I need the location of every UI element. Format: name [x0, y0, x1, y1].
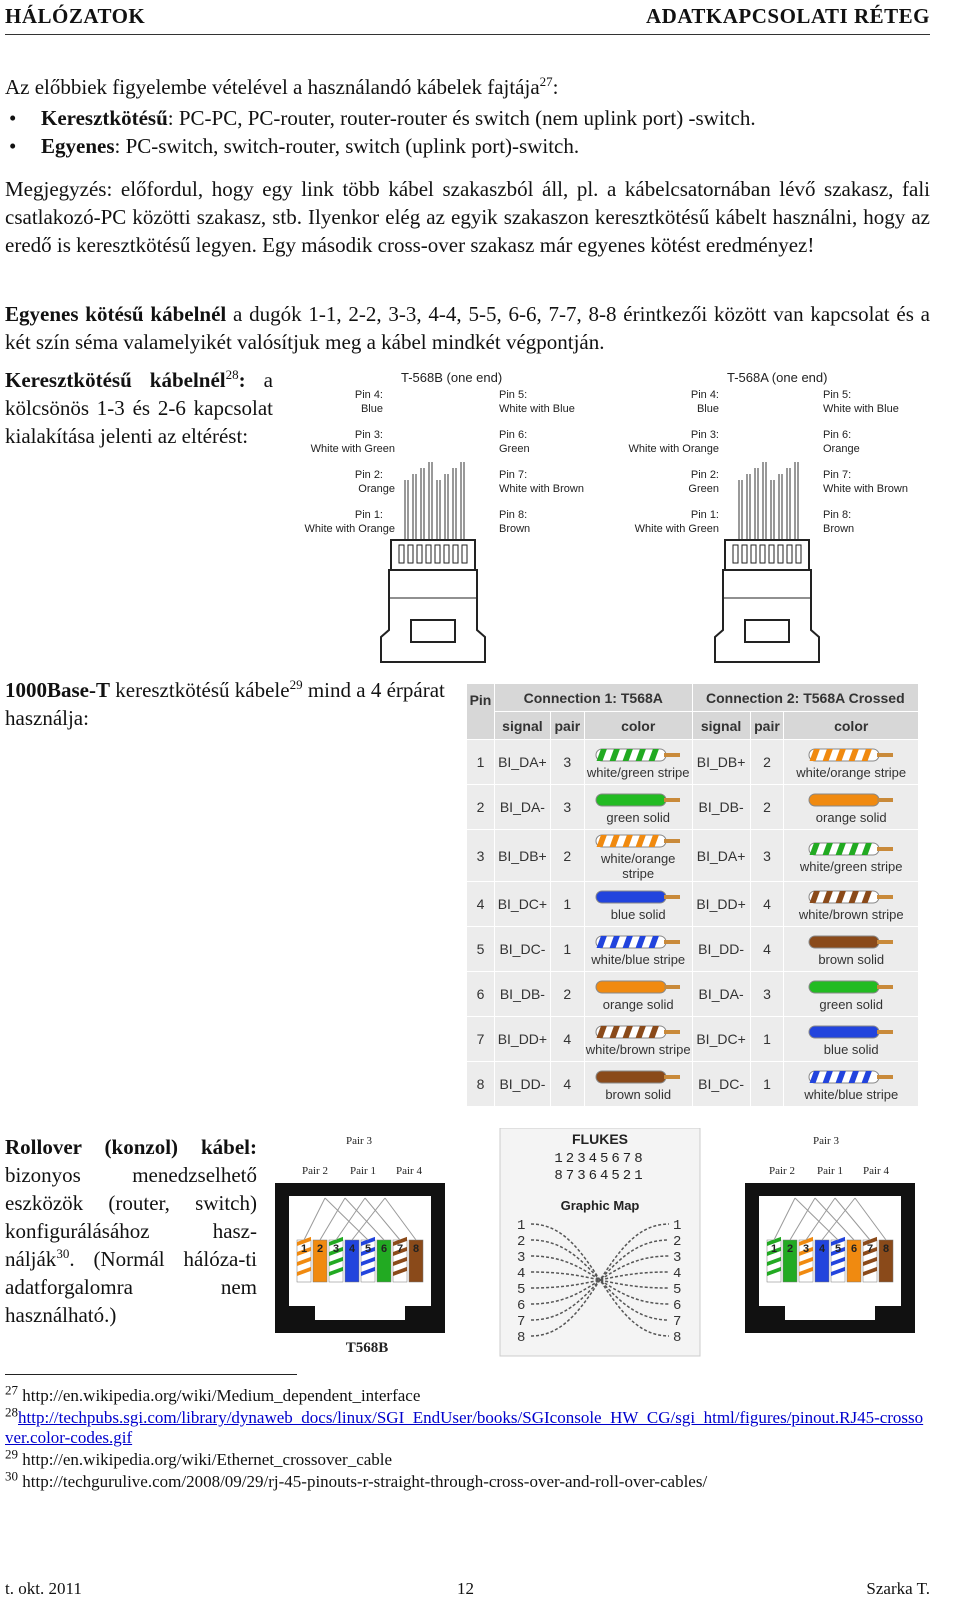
jack-pin-number: 3: [332, 1243, 340, 1255]
col-color: color: [584, 712, 692, 740]
wire-swatch: [805, 1068, 897, 1086]
footnote-ref-28: 28: [225, 367, 239, 382]
t568a-title: T-568A (one end): [727, 370, 828, 385]
header-right: ADATKAPCSOLATI RÉTEG: [645, 4, 930, 28]
jack-pin-number: 4: [818, 1243, 826, 1255]
gigabit-crossover-table: [466, 683, 919, 1107]
rj45-pinout-figure: [293, 362, 917, 670]
pin-cell: 2: [467, 785, 495, 830]
pair-cell: 1: [550, 927, 584, 972]
pair-label: Pair 3: [346, 1135, 372, 1147]
table-row: [467, 1017, 919, 1062]
pin-color: White with Orange: [628, 443, 719, 455]
wire-swatch: [592, 1068, 684, 1086]
crossover-paragraph: [5, 366, 273, 450]
pin-color: Brown: [499, 523, 531, 535]
footer-author: Szarka T.: [866, 1579, 930, 1598]
pin-color: Blue: [696, 403, 719, 415]
footnote: [5, 1382, 925, 1406]
color-cell: [784, 740, 919, 785]
table-row: [467, 785, 919, 830]
footnote-number: 28: [5, 1404, 18, 1420]
pair-label: Pair 1: [350, 1165, 376, 1177]
wire-swatch: [805, 978, 897, 996]
pin-label: Pin 2:: [690, 469, 719, 481]
map-pin-left: 2: [517, 1234, 526, 1250]
jack-pin-number: 1: [300, 1243, 308, 1255]
footnote-number: 29: [5, 1446, 18, 1462]
jack-pin-number: 8: [412, 1243, 420, 1255]
pair-cell: 2: [750, 740, 784, 785]
gigabit-term: 1000Base-T: [5, 678, 110, 702]
pin-label: Pin 2:: [354, 469, 383, 481]
pin-label: Pin 3:: [690, 429, 719, 441]
fluke-brand: FLUKES: [572, 1131, 628, 1147]
intro-text: Az előbbiek figyelembe vételével a használandó kábelek fajtája: [5, 75, 540, 99]
jack-pin-number: 2: [786, 1243, 794, 1255]
color-label: brown solid: [605, 1087, 672, 1102]
map-pin-right: 1: [673, 1218, 682, 1234]
color-label: blue solid: [823, 1042, 879, 1057]
map-pin-left: 5: [517, 1282, 526, 1298]
table-row: [467, 972, 919, 1017]
pair-label: Pair 3: [813, 1135, 839, 1147]
pair-cell: 1: [750, 1017, 784, 1062]
map-pin-right: 8: [673, 1330, 682, 1346]
map-pin-right: 2: [673, 1234, 682, 1250]
footnote-ref-30: 30: [56, 1246, 70, 1261]
wire-swatch: [805, 1023, 897, 1041]
map-pin-left: 3: [517, 1250, 526, 1266]
straight-term: Egyenes kötésű kábelnél: [5, 302, 227, 326]
pin-label: Pin 5:: [823, 389, 852, 401]
signal-cell: BI_DA+: [494, 740, 550, 785]
color-cell: [584, 830, 692, 882]
color-cell: [584, 785, 692, 830]
crossover-term: Keresztkötésű kábelnél: [5, 368, 226, 392]
map-pin-right: 5: [673, 1282, 682, 1298]
map-pin-left: 4: [517, 1266, 526, 1282]
color-cell: [584, 1017, 692, 1062]
intro-colon: :: [552, 75, 559, 99]
pin-cell: 5: [467, 927, 495, 972]
gigabit-text-1: keresztkötésű kábele: [110, 678, 290, 702]
signal-cell: BI_DB-: [494, 972, 550, 1017]
rollover-text-2: . (Normál hálóza-ti adatforgalomra nem használható.): [5, 1247, 257, 1327]
pair-cell: 2: [750, 785, 784, 830]
pin-label: Pin 4:: [354, 389, 383, 401]
pin-cell: 4: [467, 882, 495, 927]
map-pin-right: 3: [673, 1250, 682, 1266]
jack-pin-number: 6: [850, 1243, 858, 1255]
header-left: HÁLÓZATOK: [5, 4, 146, 28]
color-cell: [784, 1062, 919, 1107]
signal-cell: BI_DC+: [494, 882, 550, 927]
signal-cell: BI_DB+: [692, 740, 750, 785]
wire-swatch: [805, 888, 897, 906]
table-row: [467, 882, 919, 927]
color-label: orange solid: [815, 810, 887, 825]
wire-swatch: [805, 791, 897, 809]
wire-swatch: [805, 933, 897, 951]
footer-page-number: 12: [457, 1579, 474, 1598]
col-pair: pair: [750, 712, 784, 740]
fluke-graphic-map: [500, 1128, 700, 1356]
color-label: blue solid: [610, 907, 666, 922]
color-label: white/brown stripe: [585, 1042, 691, 1057]
list-item-text: : PC-switch, switch-router, switch (uplink port)-switch.: [114, 134, 580, 158]
signal-cell: BI_DC-: [692, 1062, 750, 1107]
table-row: [467, 1062, 919, 1107]
signal-cell: BI_DD+: [494, 1017, 550, 1062]
pin-label: Pin 6:: [499, 429, 528, 441]
signal-cell: BI_DB+: [494, 830, 550, 882]
signal-cell: BI_DA+: [692, 830, 750, 882]
pair-label: Pair 4: [396, 1165, 422, 1177]
pair-cell: 2: [550, 830, 584, 882]
col-signal: signal: [494, 712, 550, 740]
jack-pin-number: 7: [396, 1243, 404, 1255]
color-cell: [784, 927, 919, 972]
pin-label: Pin 4:: [690, 389, 719, 401]
pair-label: Pair 2: [302, 1165, 328, 1177]
pair-cell: 3: [550, 785, 584, 830]
color-label: green solid: [819, 997, 884, 1012]
pin-color: Blue: [360, 403, 383, 415]
color-label: white/brown stripe: [798, 907, 904, 922]
table-row: [467, 740, 919, 785]
signal-cell: BI_DC-: [494, 927, 550, 972]
crossover-colon: :: [238, 368, 246, 392]
signal-cell: BI_DB-: [692, 785, 750, 830]
rollover-jack-right: [745, 1183, 915, 1333]
col-pin: Pin: [467, 684, 495, 740]
pin-color: Green: [688, 483, 719, 495]
header-rule: [5, 34, 930, 35]
color-cell: [584, 882, 692, 927]
t568b-title: T-568B (one end): [401, 370, 503, 385]
footnote-text: http://en.wikipedia.org/wiki/Medium_dependent_interface: [22, 1386, 421, 1405]
jack-pin-number: 5: [364, 1243, 372, 1255]
wire-swatch: [592, 933, 684, 951]
list-item-term: Egyenes: [41, 134, 115, 158]
wire-swatch: [805, 840, 897, 858]
connection-2-header: Connection 2: T568A Crossed: [692, 684, 918, 712]
jack-pin-number: 7: [866, 1243, 874, 1255]
footnote-text: http://techgurulive.com/2008/09/29/rj-45-pinouts-r-straight-through-cross-over-and-roll-over-cables/: [22, 1472, 708, 1491]
signal-cell: BI_DD+: [692, 882, 750, 927]
pin-label: Pin 5:: [499, 389, 528, 401]
pair-cell: 4: [750, 927, 784, 972]
color-cell: [784, 785, 919, 830]
map-pin-left: 8: [517, 1330, 526, 1346]
color-label: orange solid: [602, 997, 674, 1012]
straight-paragraph: [5, 300, 930, 356]
pair-cell: 1: [550, 882, 584, 927]
col-pair: pair: [550, 712, 584, 740]
color-cell: [584, 1062, 692, 1107]
cable-type-list: [5, 104, 930, 160]
list-item-term: Keresztkötésű: [41, 106, 168, 130]
footnote: [5, 1446, 925, 1470]
pair-cell: 3: [750, 972, 784, 1017]
fluke-row-1: 12345678: [554, 1151, 646, 1167]
intro-paragraph: [5, 73, 930, 101]
pair-cell: 4: [550, 1062, 584, 1107]
rollover-jack-left: [275, 1183, 445, 1333]
pin-label: Pin 8:: [499, 509, 528, 521]
color-label: white/blue stripe: [591, 952, 686, 967]
crossover-text: a kölcsönös 1-3 és 2-6 kapcsolat kialakítása jelenti az eltérést:: [5, 368, 273, 448]
signal-cell: BI_DD-: [692, 927, 750, 972]
color-cell: [784, 830, 919, 882]
pin-color: Orange: [358, 483, 395, 495]
pin-color: Brown: [823, 523, 855, 535]
color-label: white/orange stripe: [600, 851, 676, 881]
pair-cell: 2: [550, 972, 584, 1017]
jack-pin-number: 6: [380, 1243, 388, 1255]
pin-cell: 7: [467, 1017, 495, 1062]
footnote-number: 30: [5, 1468, 18, 1484]
footnotes: [5, 1382, 925, 1492]
wire-swatch: [592, 832, 684, 850]
wire-swatch: [592, 978, 684, 996]
pin-color: Green: [499, 443, 530, 455]
color-label: white/green stripe: [586, 765, 690, 780]
color-cell: [584, 972, 692, 1017]
footnote-ref-29: 29: [289, 677, 303, 692]
gigabit-text-2: mind a 4 érpárat használja:: [5, 678, 445, 730]
pair-label: Pair 1: [817, 1165, 843, 1177]
pin-cell: 1: [467, 740, 495, 785]
pin-color: Orange: [823, 443, 860, 455]
jack-pin-number: 4: [348, 1243, 356, 1255]
pin-label: Pin 7:: [499, 469, 528, 481]
list-item: [5, 104, 930, 132]
pair-cell: 4: [550, 1017, 584, 1062]
map-pin-left: 1: [517, 1218, 526, 1234]
pair-cell: 3: [550, 740, 584, 785]
connection-1-header: Connection 1: T568A: [494, 684, 692, 712]
footnote-text: http://en.wikipedia.org/wiki/Ethernet_crossover_cable: [22, 1450, 393, 1469]
footnote-ref-27: 27: [539, 74, 553, 89]
wire-swatch: [592, 1023, 684, 1041]
graphic-map-title: Graphic Map: [560, 1198, 640, 1213]
pair-label: Pair 4: [863, 1165, 889, 1177]
color-cell: [584, 740, 692, 785]
map-pin-left: 6: [517, 1298, 526, 1314]
rollover-caption: T568B: [345, 1340, 389, 1356]
color-cell: [784, 1017, 919, 1062]
pin-label: Pin 7:: [823, 469, 852, 481]
fluke-row-2: 87364521: [554, 1168, 646, 1184]
pin-color: White with Blue: [823, 403, 899, 415]
pin-color: White with Brown: [499, 483, 584, 495]
pin-color: White with Green: [634, 523, 719, 535]
pin-cell: 8: [467, 1062, 495, 1107]
col-color: color: [784, 712, 919, 740]
footnote: [5, 1468, 925, 1492]
rollover-term: Rollover (konzol) kábel:: [5, 1135, 257, 1159]
footnote-number: 27: [5, 1382, 18, 1398]
signal-cell: BI_DD-: [494, 1062, 550, 1107]
straight-text: a dugók 1-1, 2-2, 3-3, 4-4, 5-5, 6-6, 7-7, 8-8 érintkezői között van kapcsolat és a két szín séma valamelyikét valósítjuk meg a kábel mindkét végpontján.: [5, 302, 931, 354]
pin-cell: 6: [467, 972, 495, 1017]
footnote: [5, 1404, 925, 1448]
table-row: [467, 830, 919, 882]
pin-color: White with Blue: [499, 403, 575, 415]
col-signal: signal: [692, 712, 750, 740]
footnote-rule: [5, 1374, 297, 1375]
table-row: [467, 927, 919, 972]
pin-label: Pin 1:: [690, 509, 719, 521]
gigabit-paragraph: [5, 676, 460, 732]
color-label: white/orange stripe: [796, 765, 907, 780]
signal-cell: BI_DC+: [692, 1017, 750, 1062]
jack-pin-number: 1: [770, 1243, 778, 1255]
rollover-figure: [275, 1128, 920, 1358]
pin-label: Pin 8:: [823, 509, 852, 521]
map-pin-right: 4: [673, 1266, 682, 1282]
map-pin-left: 7: [517, 1314, 526, 1330]
jack-pin-number: 8: [882, 1243, 890, 1255]
wire-swatch: [592, 791, 684, 809]
rollover-paragraph: [5, 1133, 257, 1329]
pin-cell: 3: [467, 830, 495, 882]
rollover-text-1: bizonyos menedzselhető eszközök (router, switch) konfigurálásához hasz-nálják: [5, 1163, 257, 1271]
pin-color: White with Orange: [304, 523, 395, 535]
note-paragraph: Megjegyzés: előfordul, hogy egy link több kábel szakaszból áll, pl. a kábelcsatornában lévő szakasz, fali csatlakozó-PC közötti szakasz, stb. Ilyenkor elég az egyik szakaszon keresztkötésű kábelt használni, hogy az eredő is keresztkötésű legyen. Egy második cross-over szakasz már egyenes kötést eredményez!: [5, 177, 930, 257]
pin-label: Pin 6:: [823, 429, 852, 441]
color-label: white/green stripe: [799, 858, 903, 874]
jack-pin-number: 3: [802, 1243, 810, 1255]
list-item: [5, 132, 930, 160]
color-cell: [784, 972, 919, 1017]
signal-cell: BI_DA-: [494, 785, 550, 830]
color-label: green solid: [606, 810, 670, 825]
pair-cell: 3: [750, 830, 784, 882]
pair-label: Pair 2: [769, 1165, 795, 1177]
pin-label: Pin 3:: [354, 429, 383, 441]
table-body: [467, 740, 919, 1107]
wire-swatch: [805, 746, 897, 764]
color-cell: [784, 882, 919, 927]
pair-cell: 4: [750, 882, 784, 927]
color-label: brown solid: [818, 952, 885, 967]
map-pin-right: 6: [673, 1298, 682, 1314]
pin-label: Pin 1:: [354, 509, 383, 521]
wire-swatch: [592, 746, 684, 764]
footer-date: t. okt. 2011: [5, 1579, 82, 1598]
signal-cell: BI_DA-: [692, 972, 750, 1017]
jack-pin-number: 5: [834, 1243, 842, 1255]
footnote-link[interactable]: http://techpubs.sgi.com/library/dynaweb_docs/linux/SGI_EndUser/books/SGIconsole_HW_CG/sgi_html/figures/pinout.RJ45-crossover.color-codes.gif: [5, 1408, 924, 1447]
wire-swatch: [592, 888, 684, 906]
jack-pin-number: 2: [316, 1243, 324, 1255]
list-item-text: : PC-PC, PC-router, router-router és switch (nem uplink port) -switch.: [167, 106, 756, 130]
pin-color: White with Brown: [823, 483, 908, 495]
color-cell: [584, 927, 692, 972]
pair-cell: 1: [750, 1062, 784, 1107]
map-pin-right: 7: [673, 1314, 682, 1330]
color-label: white/blue stripe: [804, 1087, 899, 1102]
pin-color: White with Green: [310, 443, 395, 455]
